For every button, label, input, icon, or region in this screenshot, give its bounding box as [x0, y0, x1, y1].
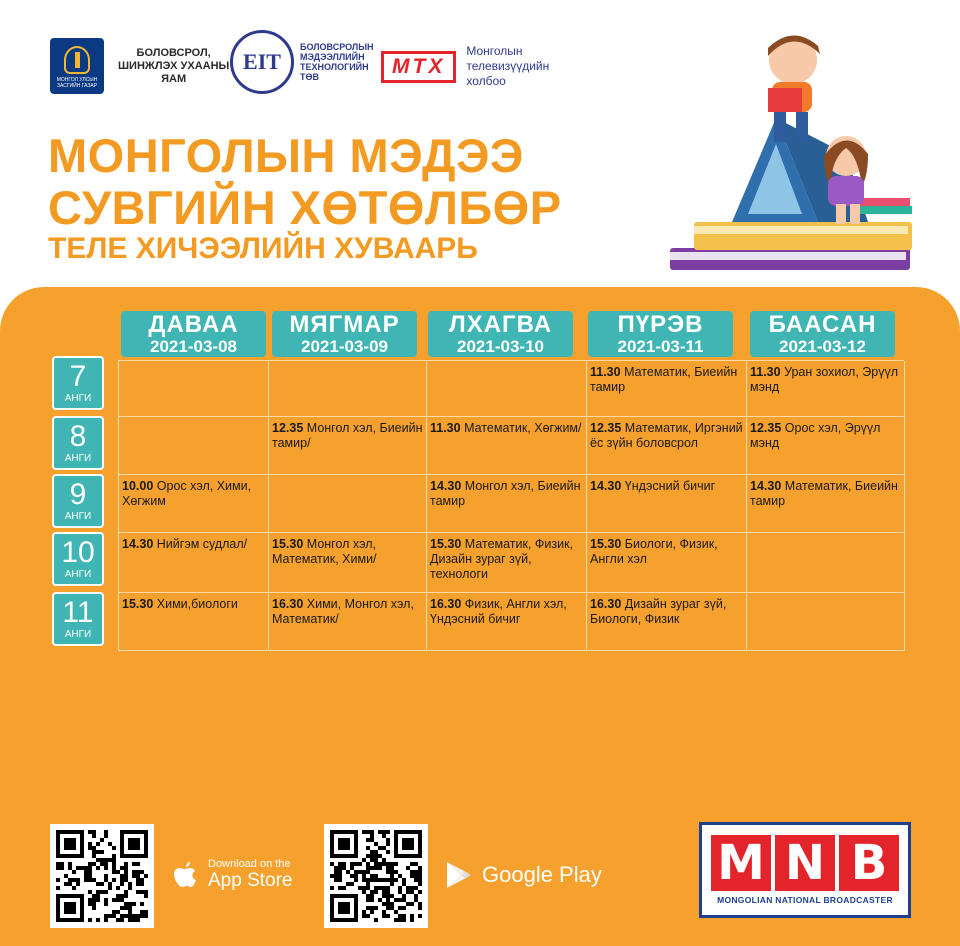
schedule-cell: [119, 361, 269, 417]
mnb-letter-n: N: [775, 835, 835, 891]
grade-label-10: [52, 532, 104, 586]
eit-line-4: ТӨВ: [300, 72, 319, 82]
mtx-line-1: Монголын: [466, 44, 523, 58]
lesson-subjects: Монгол хэл, Биеийн тамир/: [272, 421, 423, 450]
schedule-cell: [587, 593, 747, 651]
day-header-thursday: [588, 311, 733, 357]
schedule-cell: [747, 475, 905, 533]
schedule-cell: [747, 533, 905, 593]
schedule-cell: [119, 475, 269, 533]
day-name: МЯГМАР: [289, 311, 400, 338]
googleplay-text: Google Play: [482, 862, 602, 887]
mnb-letter-m: M: [711, 835, 771, 891]
lesson-subjects: Монгол хэл, Биеийн тамир: [430, 479, 581, 508]
lesson-subjects: Хими,биологи: [156, 597, 238, 611]
ministry-line-1: БОЛОВСРОЛ,: [136, 46, 211, 59]
day-header-tuesday: [272, 311, 417, 357]
googleplay-badge[interactable]: [444, 860, 602, 890]
schedule-cell: [587, 533, 747, 593]
day-date: 2021-03-08: [150, 337, 237, 356]
lesson-time: 12.35: [750, 421, 782, 435]
schedule-cell: [427, 361, 587, 417]
title-line-1: МОНГОЛЫН МЭДЭЭ: [48, 129, 524, 182]
lesson-subjects: Дизайн зураг зүй, Биологи, Физик: [590, 597, 727, 626]
lesson-time: 11.30: [430, 421, 461, 435]
day-name: ЛХАГВА: [448, 311, 553, 338]
schedule-cell: [119, 417, 269, 475]
mtx-line-2: телевизүүдийн: [466, 59, 550, 73]
lesson-time: 15.30: [122, 597, 154, 611]
google-play-icon: [444, 860, 472, 890]
day-date: 2021-03-10: [457, 337, 544, 356]
grade-word: АНГИ: [64, 393, 92, 404]
government-logo: [50, 38, 229, 94]
grade-label-8: [52, 416, 104, 470]
eit-line-1: БОЛОВСРОЛЫН: [300, 42, 374, 52]
day-header-monday: [121, 311, 266, 357]
schedule-cell: [427, 593, 587, 651]
eit-name: [300, 42, 374, 82]
mtx-logo: [381, 44, 549, 89]
eit-line-3: ТЕХНОЛОГИЙН: [300, 62, 369, 72]
grade-number: 8: [69, 420, 87, 453]
lesson-subjects: Хими, Монгол хэл, Математик/: [272, 597, 414, 626]
lesson-subjects: Орос хэл, Эрүүл мэнд: [750, 421, 881, 450]
schedule-cell: [427, 533, 587, 593]
appstore-qr-code[interactable]: [50, 824, 154, 928]
lesson-subjects: Орос хэл, Хими, Хөгжим: [122, 479, 252, 508]
lesson-time: 12.35: [272, 421, 304, 435]
grade-word: АНГИ: [64, 569, 92, 580]
schedule-table: [118, 360, 904, 651]
schedule-cell: [269, 417, 427, 475]
lesson-time: 14.30: [750, 479, 782, 493]
lesson-subjects: Математик, Биеийн тамир: [590, 365, 738, 394]
schedule-cell: [587, 475, 747, 533]
lesson-subjects: Математик, Биеийн тамир: [750, 479, 898, 508]
lesson-subjects: Математик, Иргэний ёс зүйн боловсрол: [590, 421, 743, 450]
schedule-cell: [269, 593, 427, 651]
eit-logo: [230, 30, 374, 94]
day-name: ДАВАА: [148, 311, 239, 338]
day-date: 2021-03-11: [617, 337, 704, 356]
day-header-wednesday: [428, 311, 573, 357]
lesson-time: 14.30: [430, 479, 462, 493]
eit-emblem-icon: [230, 30, 294, 94]
schedule-cell: [587, 361, 747, 417]
schedule-cell: [747, 361, 905, 417]
lesson-time: 15.30: [272, 537, 304, 551]
lesson-time: 15.30: [430, 537, 462, 551]
lesson-subjects: Математик, Хөгжим/: [464, 421, 582, 435]
title-line-2: СУВГИЙН ХӨТӨЛБӨР: [48, 181, 562, 234]
lesson-subjects: Үндэсний бичиг: [624, 479, 716, 493]
ministry-name: [118, 47, 229, 86]
ministry-line-3: ЯАМ: [161, 72, 187, 85]
schedule-cell: [269, 361, 427, 417]
eit-line-2: МЭДЭЭЛЛИЙН: [300, 52, 365, 62]
apple-icon: [172, 860, 198, 890]
lesson-time: 16.30: [590, 597, 622, 611]
grade-number: 10: [61, 536, 95, 569]
schedule-cell: [747, 417, 905, 475]
mnb-letter-b: B: [839, 835, 899, 891]
schedule-cell: [587, 417, 747, 475]
mtx-line-3: холбоо: [466, 74, 506, 88]
day-header-friday: [750, 311, 895, 357]
eit-mark: EIT: [243, 49, 281, 74]
appstore-big-text: App Store: [208, 870, 293, 891]
grade-word: АНГИ: [64, 453, 92, 464]
mnb-caption: MONGOLIAN NATIONAL BROADCASTER: [717, 895, 893, 905]
lesson-subjects: Математик, Физик, Дизайн зураг зүй, технологи: [430, 537, 574, 581]
grade-number: 7: [69, 360, 87, 393]
title-line-3: ТЕЛЕ ХИЧЭЭЛИЙН ХУВААРЬ: [48, 232, 478, 265]
lesson-time: 14.30: [122, 537, 154, 551]
lesson-subjects: Физик, Англи хэл, Үндэсний бичиг: [430, 597, 567, 626]
schedule-cell: [747, 593, 905, 651]
schedule-cell: [119, 593, 269, 651]
schedule-cell: [119, 533, 269, 593]
day-name: БААСАН: [768, 311, 877, 338]
schedule-cell: [269, 475, 427, 533]
day-date: 2021-03-12: [779, 337, 866, 356]
grade-label-11: [52, 592, 104, 646]
lesson-time: 11.30: [750, 365, 781, 379]
mnb-logo: [699, 822, 911, 918]
grade-number: 9: [69, 478, 87, 511]
soyombo-emblem-icon: [50, 38, 104, 94]
grade-number: 11: [62, 596, 94, 629]
lesson-time: 11.30: [590, 365, 621, 379]
appstore-badge[interactable]: [172, 858, 293, 892]
googleplay-qr-code[interactable]: [324, 824, 428, 928]
qr-code-icon: [330, 830, 422, 922]
lesson-time: 14.30: [590, 479, 622, 493]
ministry-line-2: ШИНЖЛЭХ УХААНЫ: [118, 59, 230, 72]
kids-reading-books-illustration: [668, 26, 918, 276]
lesson-subjects: Биологи, Физик, Англи хэл: [590, 537, 718, 566]
appstore-small-text: Download on the: [208, 858, 291, 870]
lesson-time: 12.35: [590, 421, 622, 435]
day-name: ПҮРЭВ: [617, 311, 704, 338]
lesson-subjects: Уран зохиол, Эрүүл мэнд: [750, 365, 899, 394]
mtx-name: [466, 44, 549, 89]
gov-emblem-text: МОНГОЛ УЛСЫН ЗАСГИЙН ГАЗАР: [56, 76, 98, 89]
qr-code-icon: [56, 830, 148, 922]
grade-label-9: [52, 474, 104, 528]
lesson-time: 16.30: [272, 597, 304, 611]
lesson-time: 16.30: [430, 597, 462, 611]
grade-word: АНГИ: [64, 629, 92, 640]
lesson-subjects: Нийгэм судлал/: [156, 537, 248, 551]
lesson-time: 10.00: [122, 479, 154, 493]
lesson-time: 15.30: [590, 537, 622, 551]
day-date: 2021-03-09: [301, 337, 388, 356]
grade-label-7: [52, 356, 104, 410]
schedule-cell: [427, 475, 587, 533]
grade-word: АНГИ: [64, 511, 92, 522]
lesson-subjects: Монгол хэл, Математик, Хими/: [272, 537, 377, 566]
mtx-mark: МТХ: [381, 51, 456, 83]
schedule-cell: [269, 533, 427, 593]
schedule-cell: [427, 417, 587, 475]
